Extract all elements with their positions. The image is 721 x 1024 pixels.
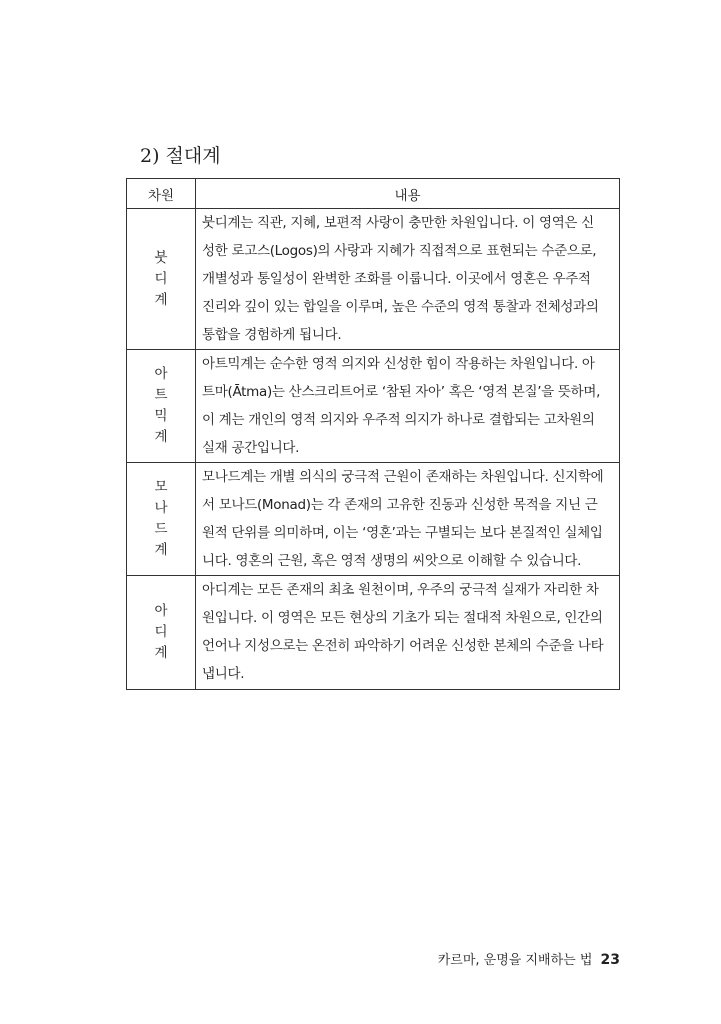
table-row	[127, 350, 620, 463]
content-line: 성한 로고스(Logos)의 사랑과 지혜가 직접적으로 표현되는 수준으로,	[202, 243, 597, 259]
dimension-char: 붓	[154, 249, 168, 266]
content-line: 냅니다.	[202, 666, 245, 682]
dimension-char: 디	[154, 270, 168, 287]
content-line: 이 계는 개인의 영적 의지와 우주적 의지가 하나로 결합되는 고차원의	[202, 412, 595, 428]
table-row	[127, 576, 620, 690]
content-line: 언어나 지성으로는 온전히 파악하기 어려운 신성한 본체의 수준을 나타	[202, 638, 604, 654]
content-line: 원적 단위를 의미하며, 이는 ‘영혼’과는 구별되는 보다 본질적인 실체입	[202, 525, 603, 541]
content-line: 실재 공간입니다.	[202, 440, 300, 456]
absolute-realm-table	[126, 178, 620, 690]
dimension-char: 디	[154, 624, 168, 640]
book-title: 카르마, 운명을 지배하는 법	[437, 953, 593, 968]
page-footer	[438, 949, 620, 968]
header-content: 내용	[196, 179, 620, 209]
content-line: 모나드계는 개별 의식의 궁극적 근원이 존재하는 차원입니다. 신지학에	[202, 469, 604, 485]
content-line: 원입니다. 이 영역은 모든 현상의 기초가 되는 절대적 차원으로, 인간의	[202, 610, 603, 626]
dimension-char: 트	[154, 387, 168, 403]
dimension-char: 계	[154, 291, 168, 308]
dimension-cell	[127, 209, 196, 350]
dimension-char: 계	[154, 429, 168, 445]
content-line: 붓디계는 직관, 지혜, 보편적 사랑이 충만한 차원입니다. 이 영역은 신	[202, 215, 594, 231]
content-line: 니다. 영혼의 근원, 혹은 영적 생명의 씨앗으로 이해할 수 있습니다.	[202, 553, 582, 569]
content-line: 통합을 경험하게 됩니다.	[202, 327, 342, 343]
content-line: 트마(Ātma)는 산스크리트어로 ‘참된 자아’ 혹은 ‘영적 본질’을 뜻하며,	[202, 384, 601, 400]
page-number: 23	[600, 952, 620, 968]
dimension-char: 드	[154, 521, 168, 537]
dimension-cell	[127, 463, 196, 576]
dimension-char: 아	[154, 603, 168, 619]
content-cell	[196, 209, 620, 350]
content-line: 진리와 깊이 있는 합일을 이루며, 높은 수준의 영적 통찰과 전체성과의	[202, 299, 599, 315]
dimension-char: 계	[154, 542, 168, 558]
content-line: 아디계는 모든 존재의 최초 원천이며, 우주의 궁극적 실재가 자리한 차	[202, 582, 599, 598]
content-line: 서 모나드(Monad)는 각 존재의 고유한 진동과 신성한 목적을 지닌 근	[202, 497, 598, 513]
header-dimension: 차원	[127, 179, 196, 209]
section-heading: 2) 절대계	[140, 145, 221, 167]
dimension-cell	[127, 576, 196, 690]
dimension-cell	[127, 350, 196, 463]
table-row	[127, 463, 620, 576]
content-line: 아트믹계는 순수한 영적 의지와 신성한 힘이 작용하는 차원입니다. 아	[202, 356, 595, 372]
dimension-char: 믹	[154, 408, 168, 424]
content-cell	[196, 350, 620, 463]
dimension-char: 계	[154, 645, 168, 661]
content-line: 개별성과 통일성이 완벽한 조화를 이룹니다. 이곳에서 영혼은 우주적	[202, 271, 591, 287]
dimension-char: 아	[154, 366, 168, 382]
dimension-char: 나	[154, 500, 168, 516]
content-cell	[196, 576, 620, 690]
content-cell	[196, 463, 620, 576]
table-header-row	[127, 179, 620, 209]
dimension-char: 모	[154, 479, 168, 495]
table-row	[127, 209, 620, 350]
